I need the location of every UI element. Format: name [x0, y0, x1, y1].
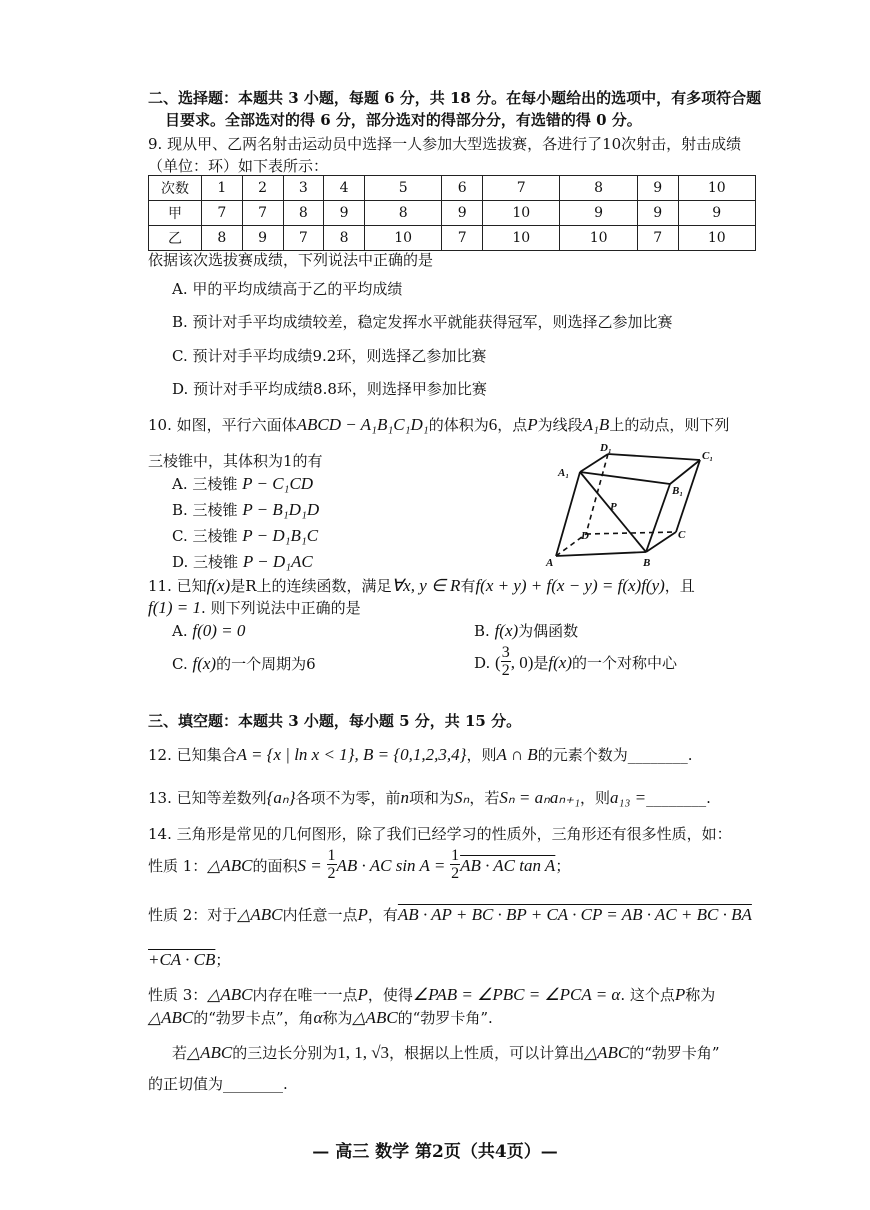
q12-intersection: A ∩ B — [496, 745, 538, 764]
table-cell: 7 — [442, 226, 483, 251]
q9-line1: 9. 现从甲、乙两名射击运动员中选择一人参加大型选拔赛，各进行了10次射击，射击成绩 — [148, 135, 742, 153]
q14-property2-cont — [148, 950, 230, 970]
table-row-jia — [149, 201, 756, 226]
table-cell: 9 — [242, 226, 283, 251]
q14-p3-line2-a: 的“勃罗卡点”，角 — [193, 1009, 314, 1027]
q14-q-c: ，根据以上性质，可以计算出 — [389, 1044, 585, 1062]
q14-p1-denominator2: 2 — [451, 865, 460, 882]
q14-p2-equation: AB · AP + BC · BP + CA · CP = AB · AC + BC · BA — [397, 905, 752, 924]
table-cell: 9 — [324, 201, 365, 226]
q11-option-d-rest: , 0) — [510, 653, 534, 672]
q10-option-c-label: C. 三棱锥 — [172, 527, 238, 545]
q14-p2-p: P — [357, 905, 368, 924]
q9-option-b: B. 预计对手平均成绩较差，稳定发挥水平就能获得冠军，则选择乙参加比赛 — [172, 313, 673, 331]
q13-mid1: 各项不为零，前 — [295, 789, 401, 807]
q11-option-d-paren: ( — [495, 653, 501, 672]
q10-option-c-math: P − D₁B₁C — [242, 526, 319, 545]
label-c: C — [678, 529, 686, 541]
q14-p3-line2-c: 的“勃罗卡角”. — [397, 1009, 493, 1027]
table-cell: 3 — [283, 176, 324, 201]
q14-p3-p: P — [357, 985, 368, 1004]
table-cell-yi-label: 乙 — [149, 226, 202, 251]
q14-p1-denominator: 2 — [327, 865, 336, 882]
q11-option-c-label: C. — [172, 655, 188, 673]
label-a: A — [546, 557, 554, 569]
q11-option-c — [172, 654, 316, 674]
q13-sn: Sₙ — [454, 788, 470, 807]
table-cell: 9 — [637, 176, 678, 201]
q11-line2-text: . 则下列说法中正确的是 — [201, 599, 361, 617]
q10-option-a — [172, 474, 313, 494]
q11-option-b-math: f(x) — [494, 621, 519, 640]
q14-p2-comma: ，有 — [367, 906, 398, 924]
q14-p1-label: 性质 1： — [148, 857, 208, 875]
q10-line1 — [148, 415, 729, 435]
q11-option-a — [172, 621, 245, 641]
q14-q-d: 的“勃罗卡角” — [629, 1044, 720, 1062]
q14-p1-numerator2: 1 — [451, 847, 460, 864]
q14-property2 — [148, 905, 752, 925]
q11-line1 — [148, 576, 695, 596]
q9-stem: 依据该次选拔赛成绩，下列说法中正确的是 — [148, 251, 434, 269]
q11-prefix: 11. 已知 — [148, 577, 207, 595]
q14-p3-text: 内存在唯一一点 — [252, 986, 358, 1004]
q10-option-c — [172, 526, 318, 546]
label-c1: C₁ — [702, 450, 714, 462]
q14-p2-label: 性质 2：对于 — [148, 906, 238, 924]
q11-option-b — [474, 621, 578, 641]
q11-text-c: 有 — [460, 577, 476, 595]
q11-option-d-numerator: 3 — [501, 644, 510, 661]
q14-question-line1 — [172, 1043, 720, 1063]
q11-option-c-text: 的一个周期为6 — [216, 655, 316, 673]
q10-option-a-math: P − C₁CD — [242, 474, 314, 493]
q14-q-b: 的三边长分别为 — [232, 1044, 338, 1062]
table-cell: 6 — [442, 176, 483, 201]
label-d: D — [581, 530, 589, 542]
q14-line1: 14. 三角形是常见的几何图形，除了我们已经学习的性质外，三角形还有很多性质，如： — [148, 825, 732, 843]
q10-option-a-label: A. 三棱锥 — [172, 475, 238, 493]
q14-p1-text: 的面积 — [252, 857, 298, 875]
q14-p1-fraction — [327, 847, 337, 882]
parallelepiped-figure — [540, 440, 720, 570]
q14-p3-line2-triangle: △ABC — [148, 1008, 194, 1027]
table-cell: 10 — [560, 226, 637, 251]
q9-option-a: A. 甲的平均成绩高于乙的平均成绩 — [172, 280, 403, 298]
q14-p1-end: ； — [555, 857, 571, 875]
table-cell: 9 — [560, 201, 637, 226]
q12-suffix: 的元素个数为________. — [537, 746, 693, 764]
q9-option-d: D. 预计对手平均成绩8.8环，则选择甲参加比赛 — [172, 380, 487, 398]
q14-question-line2: 的正切值为________. — [148, 1075, 288, 1093]
q14-p2-triangle: △ABC — [237, 905, 283, 924]
q14-p3-p2: P — [674, 985, 686, 1004]
score-table — [148, 175, 756, 251]
q11-option-b-text: 为偶函数 — [518, 622, 579, 640]
q14-p2-end: ； — [215, 951, 231, 969]
q11-line2 — [148, 598, 361, 618]
q11-option-d — [474, 644, 677, 679]
q10-volume: 6 — [488, 415, 498, 434]
q9-option-c: C. 预计对手平均成绩9.2环，则选择乙参加比赛 — [172, 347, 487, 365]
section2-title-line1: 二、选择题：本题共 3 小题，每题 6 分，共 18 分。在每小题给出的选项中，有多项符合题 — [148, 89, 762, 107]
table-cell: 7 — [483, 176, 560, 201]
q10-mid1: 的体积为 — [428, 416, 489, 434]
q11-option-b-label: B. — [474, 622, 490, 640]
q13 — [148, 788, 711, 808]
table-cell: 9 — [678, 201, 755, 226]
q10-suffix: 上的动点，则下列 — [609, 416, 730, 434]
q14-p3-text4: 称为 — [685, 986, 716, 1004]
q11-f1: f(1) = 1 — [148, 598, 202, 617]
q14-p1-numerator: 1 — [327, 847, 336, 864]
q10-solid: ABCD − A₁B₁C₁D₁ — [296, 415, 429, 434]
q10-segment: A₁B — [582, 415, 610, 434]
table-cell: 7 — [242, 201, 283, 226]
table-cell: 7 — [283, 226, 324, 251]
q14-property3-line1 — [148, 985, 715, 1005]
q10-option-d-label: D. 三棱锥 — [172, 553, 239, 571]
q14-p1-mid: AB · AC sin A = — [336, 856, 446, 875]
q14-p3-line2-b: 称为 — [322, 1009, 353, 1027]
q11-option-d-label: D. — [474, 654, 491, 672]
q14-q-sides: 1, 1, √3 — [337, 1043, 390, 1062]
q14-p3-line2-triangle2: △ABC — [352, 1008, 398, 1027]
table-cell-jia-label: 甲 — [149, 201, 202, 226]
q14-property1 — [148, 847, 570, 882]
q14-p1-vectors: AB · AC tan A — [460, 856, 556, 875]
q11-text-b: 是R上的连续函数，满足 — [230, 577, 392, 595]
table-cell: 10 — [678, 176, 755, 201]
q10-line2: 三棱锥中，其体积为1的有 — [148, 452, 323, 470]
q12-prefix: 12. 已知集合 — [148, 746, 237, 764]
q10-option-b — [172, 500, 319, 520]
q14-p3-equation: ∠PAB = ∠PBC = ∠PCA = α — [412, 985, 621, 1004]
table-cell: 2 — [242, 176, 283, 201]
table-row-yi — [149, 226, 756, 251]
q14-p1-s: S = — [297, 856, 322, 875]
q10-mid2: ，点 — [497, 416, 528, 434]
q9-line2: （单位：环）如下表所示： — [148, 157, 329, 175]
section3-title: 三、填空题：本题共 3 小题，每小题 5 分，共 15 分。 — [148, 712, 522, 730]
q11-option-c-math: f(x) — [192, 654, 217, 673]
table-cell: 10 — [678, 226, 755, 251]
q13-prefix: 13. 已知等差数列 — [148, 789, 267, 807]
label-b: B — [643, 557, 651, 569]
q10-point: P — [527, 415, 538, 434]
q14-p1-triangle: △ABC — [207, 856, 253, 875]
q13-mid4: ，则 — [580, 789, 611, 807]
table-cell: 7 — [637, 226, 678, 251]
q14-p3-triangle: △ABC — [207, 985, 253, 1004]
table-cell: 8 — [283, 201, 324, 226]
table-cell: 10 — [483, 226, 560, 251]
q14-p3-alpha: α — [313, 1008, 323, 1027]
table-cell: 10 — [365, 226, 442, 251]
label-a1: A₁ — [558, 467, 570, 479]
q10-option-d — [172, 552, 313, 572]
q12 — [148, 745, 692, 765]
q11-fx: f(x) — [206, 576, 231, 595]
q11-equation: f(x + y) + f(x − y) = f(x)f(y) — [475, 576, 665, 595]
q11-quantifier: ∀x, y ∈ R — [391, 576, 461, 595]
q14-p2-continuation: +CA · CB — [148, 950, 216, 969]
table-cell: 4 — [324, 176, 365, 201]
table-cell: 8 — [202, 226, 243, 251]
q14-p2-text: 内任意一点 — [282, 906, 358, 924]
label-p: P — [610, 501, 617, 513]
q13-n: n — [400, 788, 410, 807]
table-cell: 10 — [483, 201, 560, 226]
table-cell: 5 — [365, 176, 442, 201]
table-cell: 1 — [202, 176, 243, 201]
q13-sequence: {aₙ} — [266, 788, 296, 807]
q14-q-triangle: △ABC — [187, 1043, 233, 1062]
table-cell: 7 — [202, 201, 243, 226]
table-cell: 9 — [442, 201, 483, 226]
table-cell: 9 — [637, 201, 678, 226]
label-d1: D₁ — [600, 442, 612, 454]
q12-sets: A = {x | ln x < 1}, B = {0,1,2,3,4} — [236, 745, 467, 764]
table-cell-header-label: 次数 — [149, 176, 202, 201]
q11-option-d-fx: f(x) — [548, 653, 572, 672]
table-cell: 8 — [560, 176, 637, 201]
q14-p3-text2: ，使得 — [367, 986, 413, 1004]
q11-option-a-label: A. — [172, 622, 188, 640]
q10-option-b-label: B. 三棱锥 — [172, 501, 238, 519]
q11-option-d-text: 是 — [533, 654, 549, 672]
q13-mid3: ，若 — [469, 789, 500, 807]
q14-p1-fraction2 — [450, 847, 460, 882]
q10-option-d-math: P − D₁AC — [242, 552, 313, 571]
q14-p3-label: 性质 3： — [148, 986, 208, 1004]
q13-mid2: 项和为 — [409, 789, 455, 807]
q11-option-d-denominator: 2 — [501, 662, 510, 679]
q12-mid: ，则 — [466, 746, 497, 764]
label-b1: B₁ — [672, 485, 684, 497]
q14-p3-text3: . 这个点 — [620, 986, 675, 1004]
q10-prefix: 10. 如图，平行六面体 — [148, 416, 297, 434]
q11-option-a-math: f(0) = 0 — [192, 621, 246, 640]
q13-blank: ________. — [646, 789, 711, 807]
q13-condition: Sₙ = aₙaₙ₊₁ — [499, 788, 581, 807]
table-cell: 8 — [365, 201, 442, 226]
q14-property3-line2 — [148, 1008, 493, 1028]
q11-text-d: ，且 — [664, 577, 695, 595]
page-footer: — 高三 数学 第2页（共4页）— — [312, 1142, 558, 1162]
q11-option-d-fraction — [501, 644, 511, 679]
q14-q-triangle2: △ABC — [584, 1043, 630, 1062]
table-cell: 8 — [324, 226, 365, 251]
q11-option-d-tail: 的一个对称中心 — [572, 654, 678, 672]
q14-q-a: 若 — [172, 1044, 188, 1062]
q10-option-b-math: P − B₁D₁D — [242, 500, 320, 519]
table-row-header — [149, 176, 756, 201]
q13-target: a₁₃ = — [610, 788, 647, 807]
section2-title-line2: 目要求。全部选对的得 6 分，部分选对的得部分分，有选错的得 0 分。 — [165, 111, 642, 129]
q10-mid3: 为线段 — [537, 416, 583, 434]
